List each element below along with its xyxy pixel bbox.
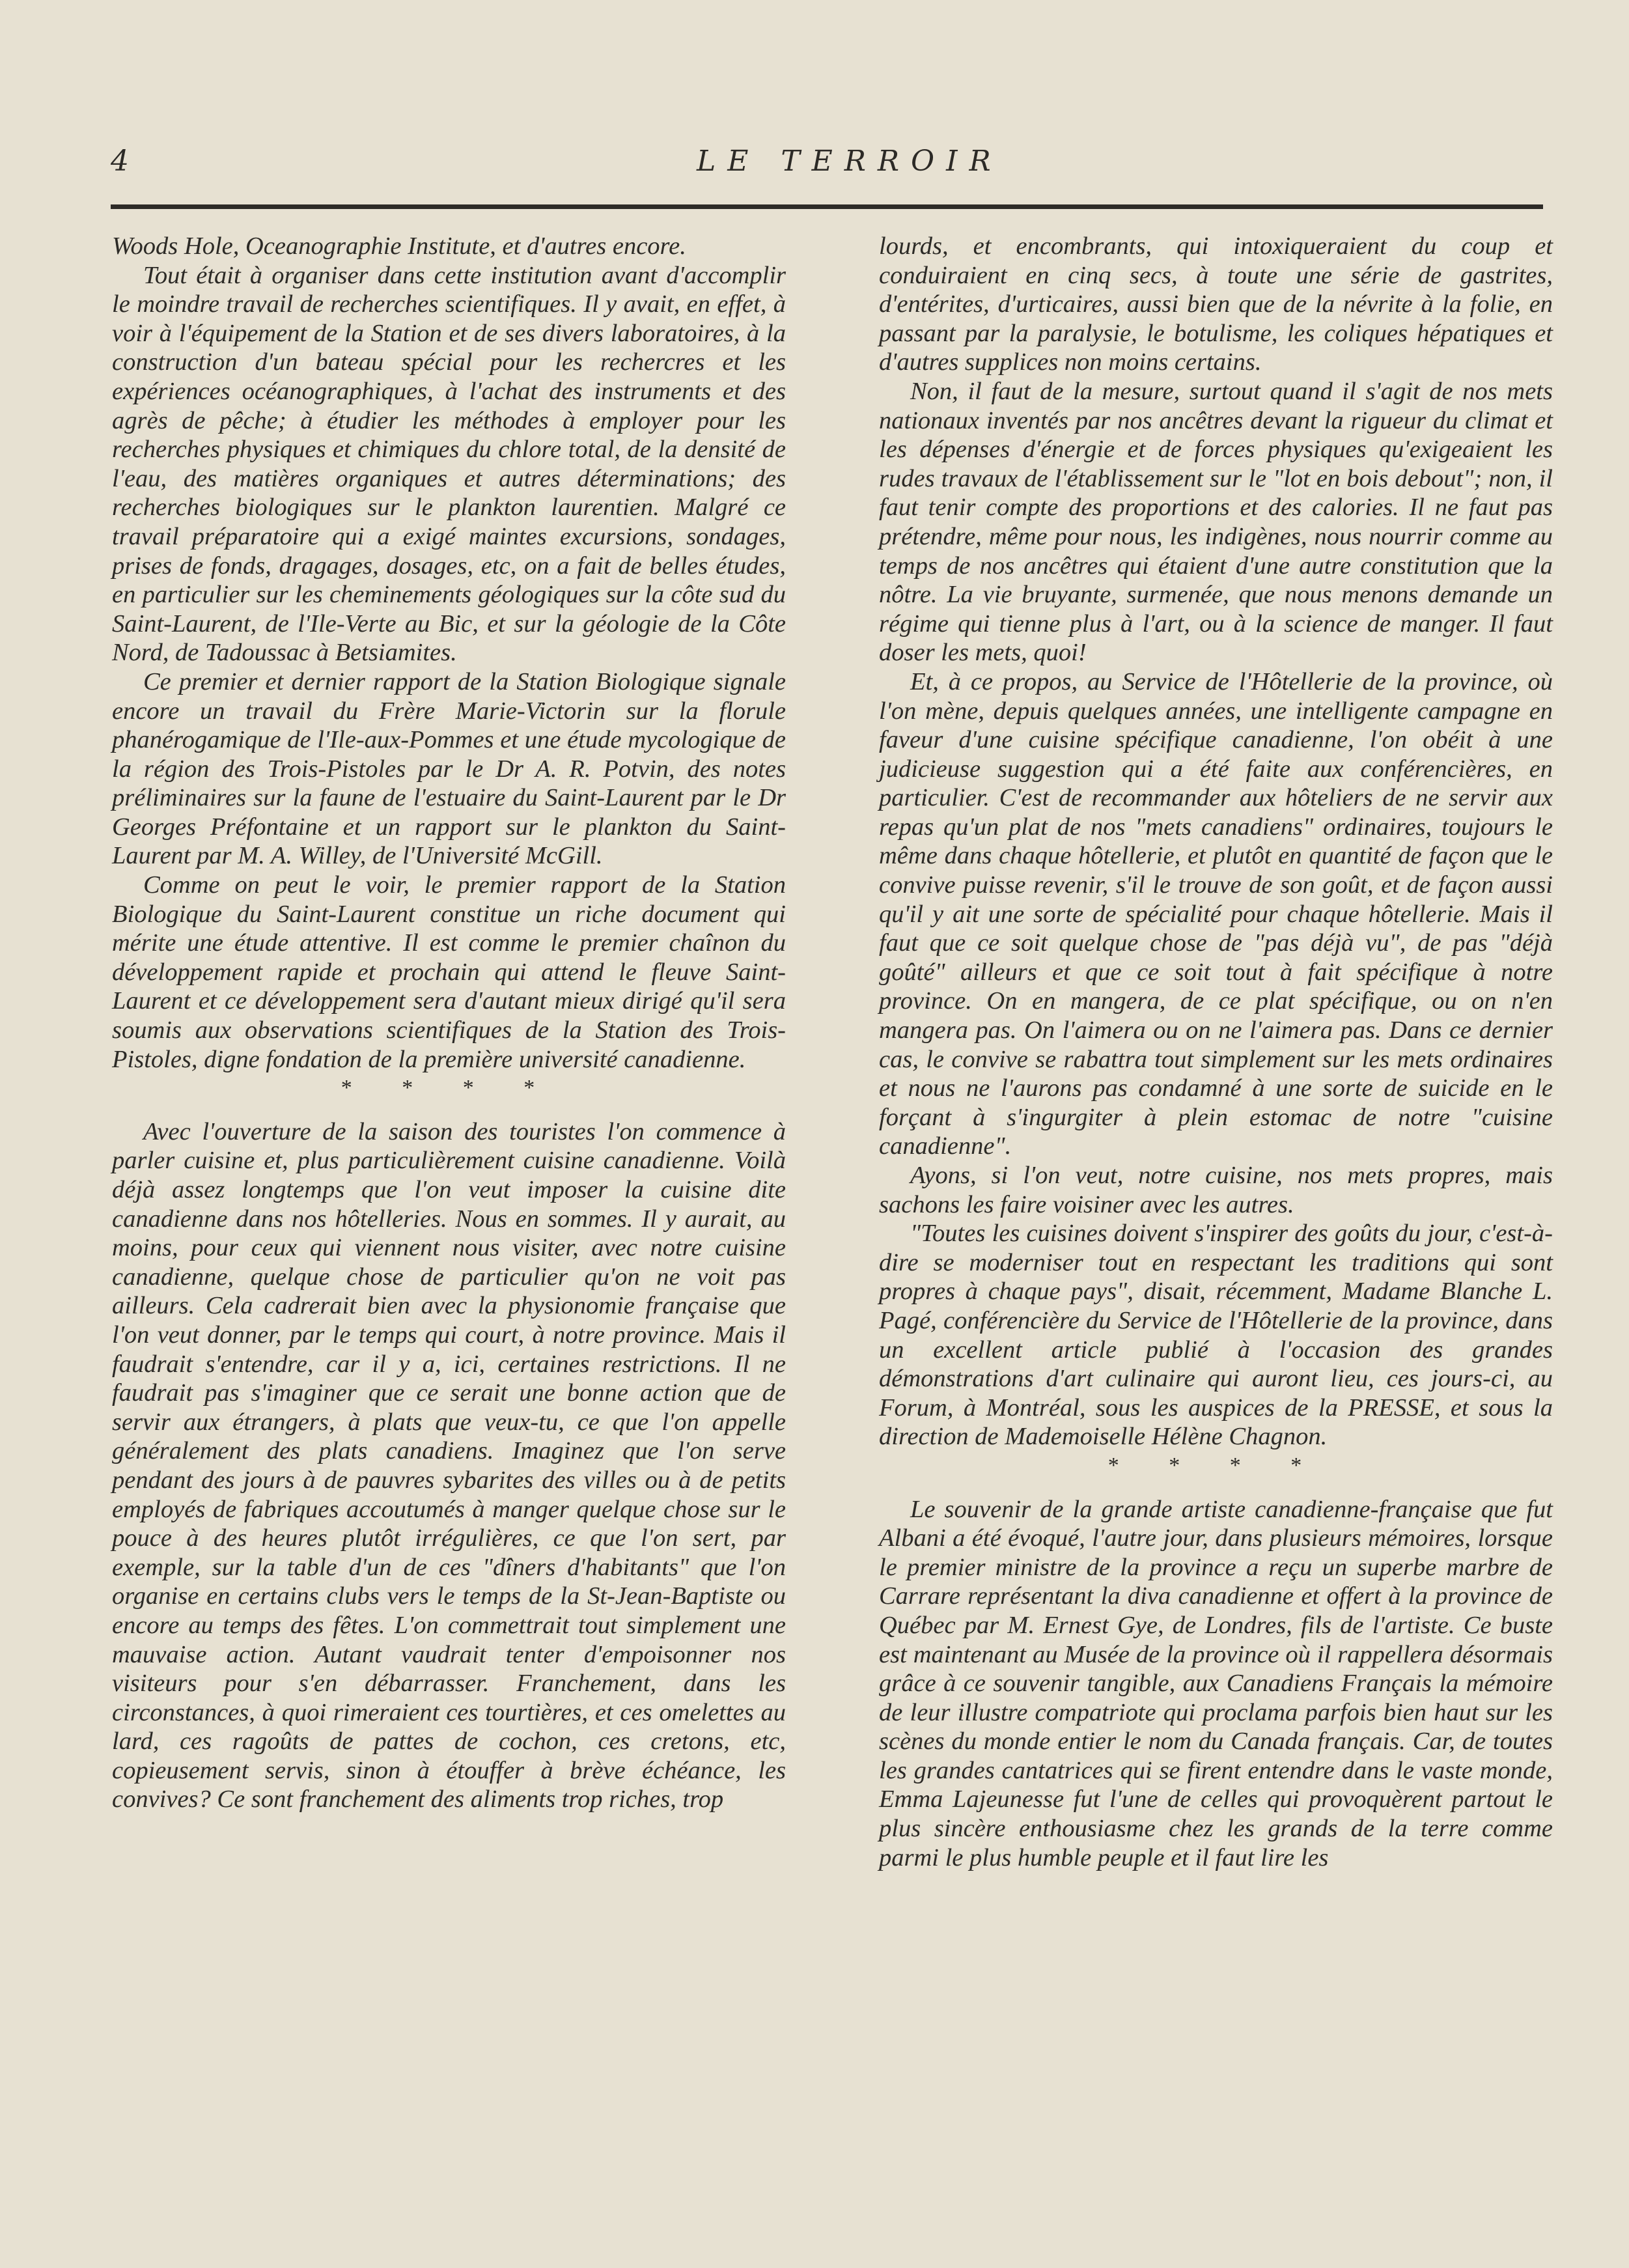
paragraph: Ayons, si l'on veut, notre cuisine, nos mets propres, mais sachons les faire voisiner avec les autres. <box>879 1162 1553 1218</box>
paragraph: Le souvenir de la grande artiste canadienne-française que fut Albani a été évoqué, l'autre jour, dans plusieurs mémoires, lorsque le premier ministre de la province a reçu un superbe marbre de Carrare représentant la diva canadienne et offert à la province de Québec par M. Ernest Gye, de Londres, fils de l'artiste. Ce buste est maintenant au Musée de la province où il rappellera désormais grâce à ce souvenir tangible, aux Canadiens Français la mémoire de leur illustre compatriote qui proclama parfois bien haut sur les scènes du monde entier le nom du Canada français. Car, de toutes les grandes cantatrices qui se firent entendre dans le vaste monde, Emma Lajeunesse fut l'une de celles qui provoquèrent partout le plus sincère enthousiasme chez les grands de la terre comme parmi le plus humble peuple et il faut lire les <box>879 1495 1553 1871</box>
paragraph: Tout était à organiser dans cette institution avant d'accomplir le moindre travail de recherches scientifiques. Il y avait, en effet, à voir à l'équipement de la Station et de ses divers laboratoires, à la construction d'un bateau spécial pour les rechercres et les expériences océanographiques, à l'achat des instruments et des agrès de pêche; à étudier les méthodes à employer pour les recherches physiques et chimiques du chlore total, de la densité de l'eau, des matières organiques et autres déterminations; des recherches biologiques sur le plankton laurentien. Malgré ce travail préparatoire qui a exigé maintes excursions, sondages, prises de fonds, dragages, dosages, etc, on a fait de belles études, en particulier sur les cheminements géologiques sur la côte sud du Saint-Laurent, de l'Ile-Verte au Bic, et sur la géologie de la Côte Nord, de Tadoussac à Betsiamites. <box>112 261 786 667</box>
journal-title: LE TERROIR <box>697 145 1003 178</box>
left-column <box>112 232 786 1814</box>
right-column <box>879 232 1553 1872</box>
page-number: 4 <box>111 145 129 178</box>
paragraph: Ce premier et dernier rapport de la Station Biologique signale encore un travail du Frère Marie-Victorin sur la florule phanérogamique de l'Ile-aux-Pommes et une étude mycologique de la région des Trois-Pistoles par le Dr A. R. Potvin, des notes préliminaires sur la faune de l'estuaire du Saint-Laurent par le Dr Georges Préfontaine et un rapport sur le plankton du Saint-Laurent par M. A. Willey, de l'Université McGill. <box>112 667 786 870</box>
section-divider-stars: * * * * <box>341 1076 557 1100</box>
section-divider-stars: * * * * <box>1107 1453 1324 1477</box>
page-header <box>111 145 1543 184</box>
paragraph: Et, à ce propos, au Service de l'Hôtellerie de la province, où l'on mène, depuis quelques années, une intelligente campagne en faveur d'une cuisine spécifique canadienne, l'on obéit à une judicieuse suggestion qui a été faite aux conférencières, en particulier. C'est de recommander aux hôteliers de ne servir aux repas qu'un plat de nos "mets canadiens" ordinaires, toujours le même dans chaque hôtellerie, et plutôt en quantité de façon que le convive puisse revenir, s'il le trouve de son goût, et de façon aussi qu'il y ait une sorte de spécialité pour chaque hôtellerie. Mais il faut que ce soit quelque chose de "pas déjà vu", de pas "déjà goûté" ailleurs et que ce soit tout à fait spécifique à notre province. On en mangera, de ce plat spécifique, ou on n'en mangera pas. On l'aimera ou on ne l'aimera pas. Dans ce dernier cas, le convive se rabattra tout simplement sur les mets ordinaires et nous ne l'aurons pas condamné à une sorte de suicide en le forçant à s'ingurgiter à plein estomac de notre "cuisine canadienne". <box>879 667 1553 1160</box>
paragraph: lourds, et encombrants, qui intoxiqueraient du coup et conduiraient en cinq secs, à toute une série de gastrites, d'entérites, d'urticaires, aussi bien que de la névrite à la folie, en passant par la paralysie, le botulisme, les coliques hépatiques et d'autres supplices non moins certains. <box>879 232 1553 376</box>
paragraph: Woods Hole, Oceanographie Institute, et d'autres encore. <box>112 232 686 260</box>
paragraph: "Toutes les cuisines doivent s'inspirer des goûts du jour, c'est-à-dire se moderniser tout en respectant les traditions qui sont propres à chaque pays", disait, récemment, Madame Blanche L. Pagé, conférencière du Service de l'Hôtellerie de la province, dans un excellent article publié à l'occasion des grandes démonstrations d'art culinaire qui auront lieu, ces jours-ci, au Forum, à Montréal, sous les auspices de la PRESSE, et sous la direction de Mademoiselle Hélène Chagnon. <box>879 1220 1553 1451</box>
paragraph: Avec l'ouverture de la saison des touristes l'on commence à parler cuisine et, plus particulièrement cuisine canadienne. Voilà déjà assez longtemps que l'on veut imposer la cuisine dite canadienne dans nos hôtelleries. Nous en sommes. Il y aurait, au moins, pour ceux qui viennent nous visiter, avec notre cuisine canadienne, quelque chose de particulier qu'on ne voit pas ailleurs. Cela cadrerait bien avec la physionomie française que l'on veut donner, par le temps qui court, à notre province. Mais il faudrait s'entendre, car il y a, ici, certaines restrictions. Il ne faudrait pas s'imaginer que ce serait une bonne action que de servir aux étrangers, à plats que veux-tu, ce que l'on appelle généralement des plats canadiens. Imaginez que l'on serve pendant des jours à de pauvres sybarites des villes ou à de petits employés de fabriques accoutumés à manger quelque chose sur le pouce à des heures plutôt irrégulières, ce que l'on sert, par exemple, sur la table d'un de ces "dîners d'habitants" que l'on organise en certains clubs vers le temps de la St-Jean-Baptiste ou encore au temps des fêtes. L'on commettrait tout simplement une mauvaise action. Autant vaudrait tenter d'empoisonner nos visiteurs pour s'en débarrasser. Franchement, dans les circonstances, à quoi rimeraient ces tourtières, et ces omelettes au lard, ces ragoûts de pattes de cochon, ces cretons, etc, copieusement servis, sinon à étouffer à brève échéance, les convives? Ce sont franchement des aliments trop riches, trop <box>112 1117 786 1813</box>
paragraph: Comme on peut le voir, le premier rapport de la Station Biologique du Saint-Laurent constitue un riche document qui mérite une étude attentive. Il est comme le premier chaînon du développement rapide et prochain qui attend le fleuve Saint-Laurent et ce développement sera d'autant mieux dirigé qu'il sera soumis aux observations scientifiques de la Station des Trois-Pistoles, digne fondation de la première université canadienne. <box>112 871 786 1073</box>
paragraph: Non, il faut de la mesure, surtout quand il s'agit de nos mets nationaux inventés par nos ancêtres devant la rigueur du climat et les dépenses d'énergie et de forces physiques qu'exigeaient les rudes travaux de l'établissement sur le "lot en bois debout"; non, il faut tenir compte des proportions et des calories. Il ne faut pas prétendre, même pour nous, les indigènes, nous nourrir comme au temps de nos ancêtres qui étaient d'une autre constitution que la nôtre. La vie bruyante, surmenée, que nous menons demande un régime qui tienne plus à l'art, ou à la science de manger. Il faut doser les mets, quoi! <box>879 377 1553 667</box>
header-rule <box>111 204 1543 209</box>
